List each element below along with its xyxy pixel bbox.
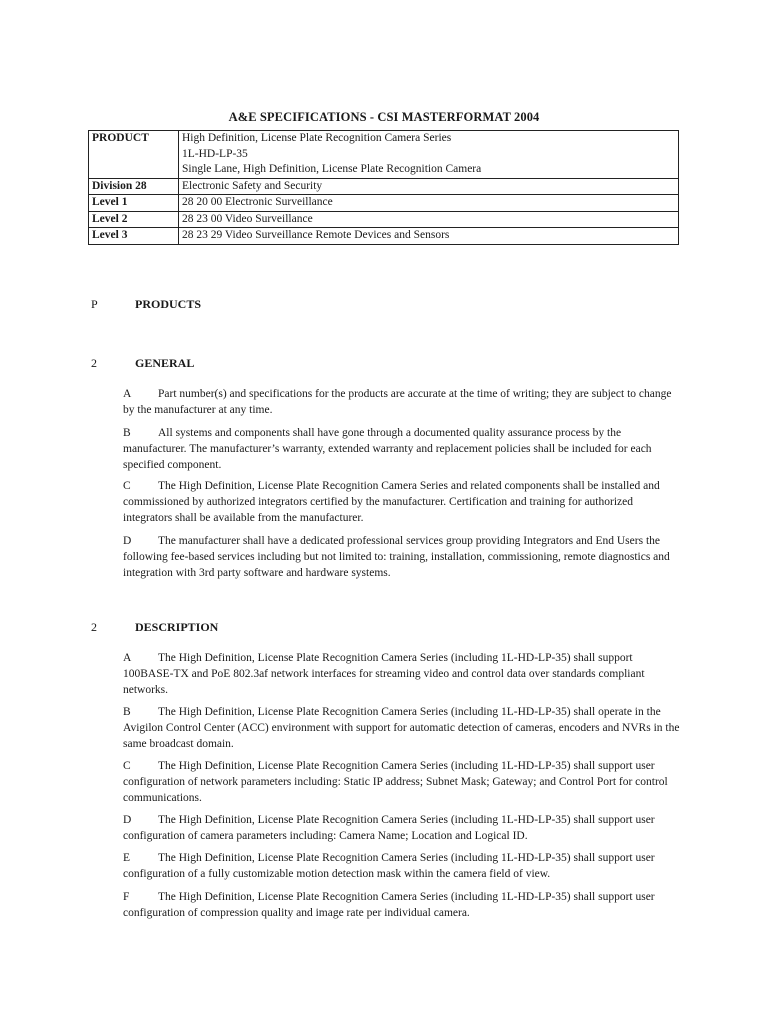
item-text: The High Definition, License Plate Recognition Camera Series (including 1L-HD-LP-35) shall support user configuration of network parameters including: Static IP address; Subnet Mask; Gateway; and Control Port for control communications.: [123, 760, 668, 804]
section-title: PRODUCTS: [135, 297, 202, 311]
item-letter: B: [123, 427, 131, 439]
table-row: [89, 228, 679, 245]
item-text: The High Definition, License Plate Recognition Camera Series (including 1L-HD-LP-35) shall support 100BASE-TX and PoE 802.3af network interfaces for streaming video and control data over standards compliant networks.: [123, 652, 645, 696]
item-text: The High Definition, License Plate Recognition Camera Series and related components shall be installed and commissioned by authorized integrators certified by the manufacturer. Certification and training for authorized integrators shall be available from the manufacturer.: [123, 480, 660, 524]
description-item-a: [123, 651, 681, 698]
document-title: A&E SPECIFICATIONS - CSI MASTERFORMAT 2004: [228, 110, 540, 124]
item-text: The manufacturer shall have a dedicated professional services group providing Integrators and End Users the following fee-based services including but not limited to: training, installation, commissioning, remote diagnostics and integration with 3rd party software and hardware systems.: [123, 535, 670, 579]
row-value: 28 23 29 Video Surveillance Remote Devices and Sensors: [179, 228, 679, 245]
row-label: Level 3: [89, 228, 179, 245]
general-item-b: [123, 426, 681, 473]
row-value-line: High Definition, License Plate Recognition Camera Series: [182, 132, 452, 144]
row-value-line: 1L-HD-LP-35: [182, 147, 248, 160]
row-value: Electronic Safety and Security: [179, 178, 679, 195]
row-label: Level 2: [89, 211, 179, 228]
table-row: [89, 178, 679, 195]
row-label: Division 28: [89, 178, 179, 195]
description-item-e: [123, 851, 681, 883]
item-letter: C: [123, 480, 131, 492]
spec-table: [88, 130, 679, 245]
general-item-a: [123, 387, 681, 419]
general-item-c: [123, 479, 681, 526]
row-value-line: Single Lane, High Definition, License Plate Recognition Camera: [182, 163, 482, 175]
section-number: 2: [91, 356, 97, 370]
row-value: 28 20 00 Electronic Surveillance: [179, 195, 679, 212]
section-number: P: [91, 297, 98, 311]
item-text: Part number(s) and specifications for the products are accurate at the time of writing; they are subject to change by the manufacturer at any time.: [123, 388, 672, 416]
row-label: Level 1: [89, 195, 179, 212]
row-label: PRODUCT: [89, 131, 179, 179]
table-row: [89, 211, 679, 228]
general-item-d: [123, 534, 681, 581]
description-item-b: [123, 705, 681, 752]
item-letter: B: [123, 706, 131, 718]
row-value: 28 23 00 Video Surveillance: [179, 211, 679, 228]
description-item-d: [123, 813, 681, 845]
table-row: [89, 195, 679, 212]
item-text: The High Definition, License Plate Recognition Camera Series (including 1L-HD-LP-35) shall support user configuration of a fully customizable motion detection mask within the camera field of view.: [123, 852, 655, 880]
section-title: DESCRIPTION: [135, 620, 219, 634]
table-row: [89, 131, 679, 179]
item-text: The High Definition, License Plate Recognition Camera Series (including 1L-HD-LP-35) shall support user configuration of compression quality and image rate per individual camera.: [123, 891, 655, 919]
section-number: 2: [91, 620, 97, 634]
description-item-f: [123, 890, 681, 922]
item-letter: A: [123, 388, 132, 400]
item-letter: A: [123, 652, 132, 664]
item-letter: C: [123, 760, 131, 772]
item-text: The High Definition, License Plate Recognition Camera Series (including 1L-HD-LP-35) shall support user configuration of camera parameters including: Camera Name; Location and Logical ID.: [123, 814, 655, 842]
item-letter: E: [123, 852, 131, 864]
item-letter: D: [123, 814, 132, 826]
section-title: GENERAL: [135, 356, 195, 370]
item-letter: D: [123, 535, 132, 547]
item-letter: F: [123, 891, 130, 903]
description-item-c: [123, 759, 681, 806]
row-value: [179, 131, 679, 179]
item-text: The High Definition, License Plate Recognition Camera Series (including 1L-HD-LP-35) shall operate in the Avigilon Control Center (ACC) environment with support for automatic detection of cameras, encoders and NVRs in the same broadcast domain.: [123, 706, 680, 750]
item-text: All systems and components shall have gone through a documented quality assurance process by the manufacturer. The manufacturer’s warranty, extended warranty and replacement policies shall be included for each specified component.: [123, 427, 652, 471]
